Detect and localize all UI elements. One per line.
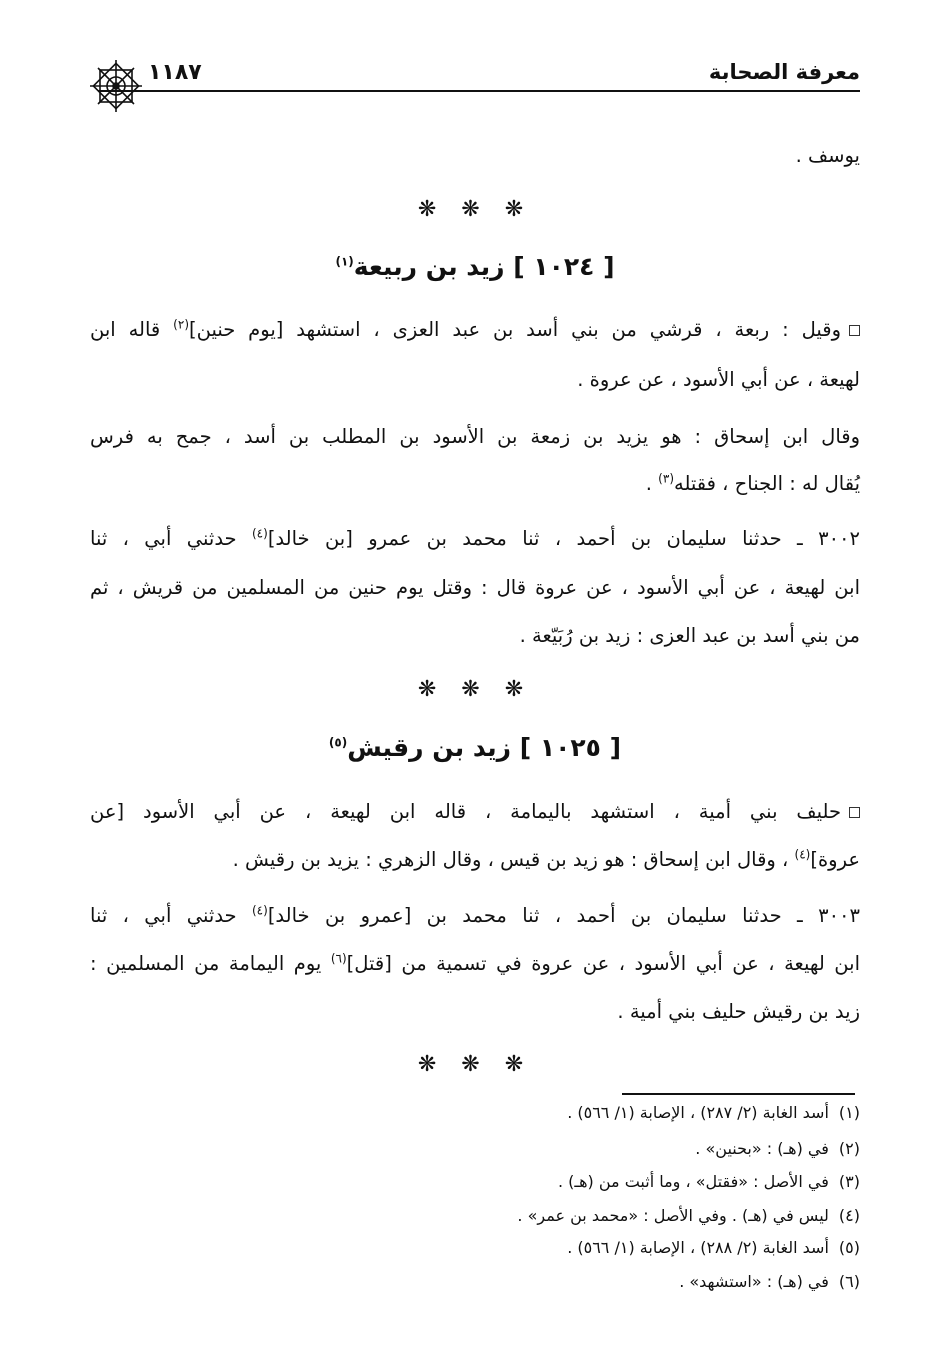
- header-rule: [98, 90, 860, 92]
- footnote: [100, 1238, 860, 1258]
- section-separator: ❋ ❋ ❋: [417, 677, 533, 702]
- footnote-text: ليس في (هـ) . وفي الأصل : «محمد بن عمر» .: [517, 1206, 829, 1225]
- text-line: عروة]$^{(٤)}$ ، وقال ابن إسحاق : هو زيد بن قيس ، وقال الزهري : يزيد بن رقيش .: [232, 847, 860, 871]
- running-title: معرفة الصحابة: [708, 60, 860, 84]
- entry-heading-1025: [0, 733, 950, 762]
- footnote-ref: (١): [335, 254, 354, 269]
- text-line: ٣٠٠٣ ـ حدثنا سليمان بن أحمد ، ثنا محمد بن [عمرو بن خالد]$^{(٤)}$ حدثني أبي ، ثنا: [90, 903, 860, 927]
- text-line: ابن لهيعة ، عن أبي الأسود ، عن عروة في تسمية من [قتل]$^{(٦)}$ يوم اليمامة من المسلمين :: [90, 951, 860, 975]
- text-line: زيد بن رقيش حليف بني أمية .: [617, 1000, 860, 1023]
- page-number: ١١٨٧: [148, 60, 202, 85]
- footnote-ref: (٢): [173, 317, 189, 332]
- footnote-ref: (٦): [330, 951, 347, 966]
- text-line: يوسف .: [795, 144, 860, 167]
- footnote: [100, 1103, 860, 1123]
- square-bullet-icon: [849, 325, 860, 336]
- footnote-number: (٤): [838, 1206, 860, 1225]
- footnote-ref: (٤): [251, 903, 268, 918]
- footnote-number: (٥): [838, 1238, 860, 1257]
- footnote-text: أسد الغابة (٢/ ٢٨٨) ، الإصابة (١/ ٥٦٦) .: [567, 1238, 829, 1257]
- square-bullet-icon: [849, 807, 860, 818]
- footnote: [100, 1272, 860, 1292]
- footnote-number: (٦): [838, 1272, 860, 1291]
- footnote: [100, 1206, 860, 1226]
- text-line: حليف بني أمية ، استشهد باليمامة ، قاله ابن لهيعة ، عن أبي الأسود [عن: [90, 800, 860, 824]
- section-separator: ❋ ❋ ❋: [417, 1052, 533, 1077]
- footnote: [100, 1139, 860, 1159]
- footnote-number: (١): [838, 1103, 860, 1122]
- text-line: لهيعة ، عن أبي الأسود ، عن عروة .: [577, 368, 860, 391]
- entry-heading-1024: [0, 252, 950, 281]
- text-line: ٣٠٠٢ ـ حدثنا سليمان بن أحمد ، ثنا محمد بن عمرو [بن خالد]$^{(٤)}$ حدثني أبي ، ثنا: [90, 526, 860, 550]
- text-line: وقيل : ربعة ، قرشي من بني أسد بن عبد العزى ، استشهد [يوم حنين]$^{(٢)}$ قاله ابن: [90, 318, 860, 342]
- footnote-number: (٢): [838, 1139, 860, 1158]
- footnote-text: أسد الغابة (٢/ ٢٨٧) ، الإصابة (١/ ٥٦٦) .: [567, 1103, 829, 1122]
- entry-title: [ ١٠٢٥ ] زيد بن رقيش: [347, 733, 622, 762]
- text-line: ابن لهيعة ، عن أبي الأسود ، عن عروة قال : وقتل يوم حنين من المسلمين من قريش ، ثم: [90, 576, 860, 599]
- text-line: من بني أسد بن عبد العزى : زيد بن رُبَيّعة .: [519, 624, 860, 647]
- footnote-ref: (٥): [328, 735, 348, 750]
- footnote-text: في (هـ) : «بحنين» .: [695, 1139, 829, 1158]
- footnote-ref: (٣): [658, 471, 674, 486]
- footnote-number: (٣): [838, 1172, 860, 1191]
- footnote-rule: [622, 1093, 855, 1095]
- text-line: وقال ابن إسحاق : هو يزيد بن زمعة بن الأسود بن المطلب بن أسد ، جمح به فرس: [90, 425, 860, 448]
- footnote-ref: (٤): [251, 526, 268, 541]
- footnote-text: في الأصل : «فقتل» ، وما أثبت من (هـ) .: [558, 1172, 829, 1191]
- star-ornament-icon: [86, 56, 146, 116]
- footnote: [100, 1172, 860, 1192]
- text-line: يُقال له : الجناح ، فقتله$^{(٣)}$ .: [645, 471, 860, 495]
- section-separator: ❋ ❋ ❋: [417, 197, 533, 222]
- footnote-text: في (هـ) : «استشهد» .: [679, 1272, 829, 1291]
- footnote-ref: (٤): [794, 847, 811, 862]
- entry-title: [ ١٠٢٤ ] زيد بن ربيعة: [353, 252, 615, 281]
